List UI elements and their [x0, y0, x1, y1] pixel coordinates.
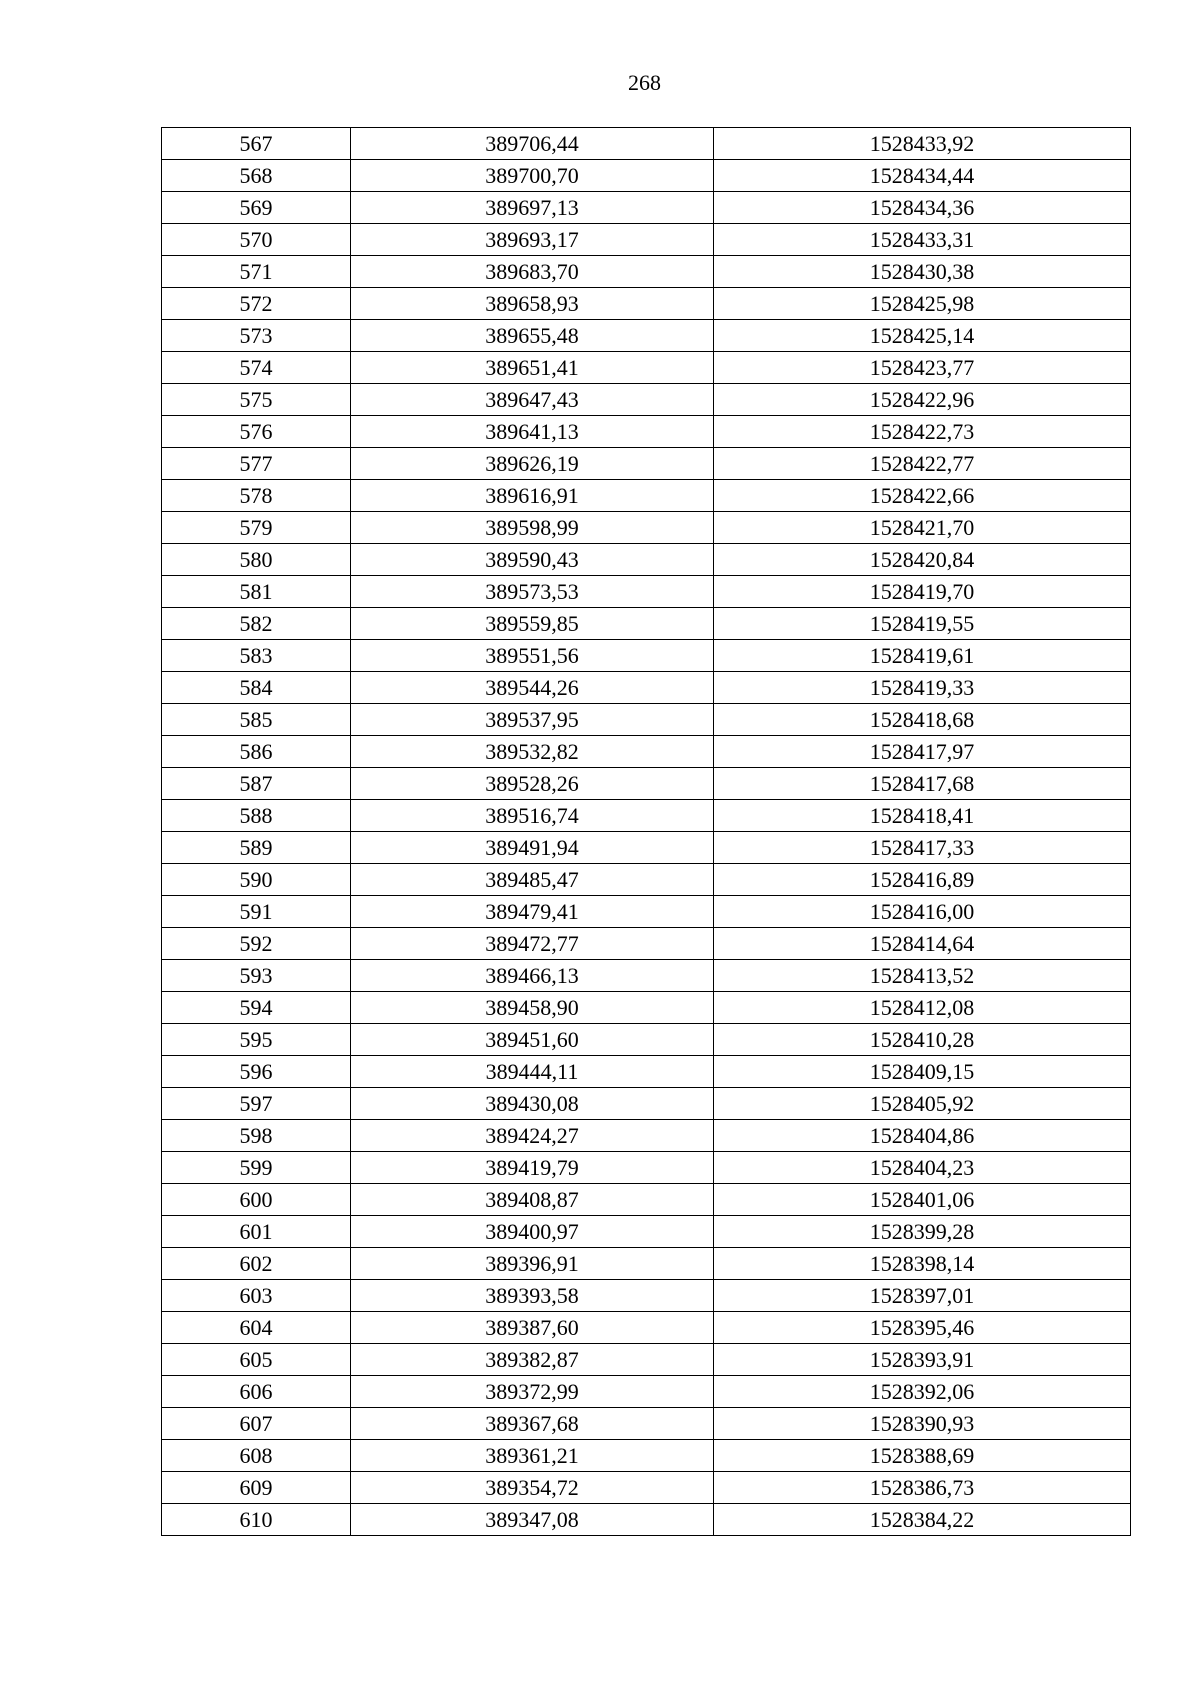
y-coordinate-cell: 1528425,98 — [714, 288, 1131, 320]
table-row — [162, 416, 1131, 448]
point-number-cell: 598 — [162, 1120, 351, 1152]
point-number-cell: 582 — [162, 608, 351, 640]
table-body — [162, 128, 1131, 1536]
coordinates-table — [161, 127, 1131, 1536]
table-row — [162, 864, 1131, 896]
x-coordinate-cell: 389382,87 — [351, 1344, 714, 1376]
table-row — [162, 928, 1131, 960]
y-coordinate-cell: 1528386,73 — [714, 1472, 1131, 1504]
x-coordinate-cell: 389491,94 — [351, 832, 714, 864]
y-coordinate-cell: 1528405,92 — [714, 1088, 1131, 1120]
x-coordinate-cell: 389658,93 — [351, 288, 714, 320]
x-coordinate-cell: 389683,70 — [351, 256, 714, 288]
y-coordinate-cell: 1528393,91 — [714, 1344, 1131, 1376]
table-row — [162, 960, 1131, 992]
y-coordinate-cell: 1528419,55 — [714, 608, 1131, 640]
x-coordinate-cell: 389626,19 — [351, 448, 714, 480]
point-number-cell: 588 — [162, 800, 351, 832]
table-row — [162, 448, 1131, 480]
table-row — [162, 1056, 1131, 1088]
table-row — [162, 1472, 1131, 1504]
point-number-cell: 610 — [162, 1504, 351, 1536]
table-row — [162, 1152, 1131, 1184]
y-coordinate-cell: 1528417,68 — [714, 768, 1131, 800]
table-row — [162, 384, 1131, 416]
y-coordinate-cell: 1528404,23 — [714, 1152, 1131, 1184]
table-row — [162, 352, 1131, 384]
y-coordinate-cell: 1528401,06 — [714, 1184, 1131, 1216]
y-coordinate-cell: 1528419,70 — [714, 576, 1131, 608]
point-number-cell: 577 — [162, 448, 351, 480]
x-coordinate-cell: 389400,97 — [351, 1216, 714, 1248]
point-number-cell: 590 — [162, 864, 351, 896]
y-coordinate-cell: 1528399,28 — [714, 1216, 1131, 1248]
y-coordinate-cell: 1528420,84 — [714, 544, 1131, 576]
point-number-cell: 595 — [162, 1024, 351, 1056]
y-coordinate-cell: 1528422,96 — [714, 384, 1131, 416]
table-row — [162, 1280, 1131, 1312]
x-coordinate-cell: 389655,48 — [351, 320, 714, 352]
x-coordinate-cell: 389419,79 — [351, 1152, 714, 1184]
y-coordinate-cell: 1528433,92 — [714, 128, 1131, 160]
x-coordinate-cell: 389367,68 — [351, 1408, 714, 1440]
y-coordinate-cell: 1528417,33 — [714, 832, 1131, 864]
table-row — [162, 1504, 1131, 1536]
x-coordinate-cell: 389651,41 — [351, 352, 714, 384]
point-number-cell: 567 — [162, 128, 351, 160]
x-coordinate-cell: 389532,82 — [351, 736, 714, 768]
x-coordinate-cell: 389387,60 — [351, 1312, 714, 1344]
x-coordinate-cell: 389516,74 — [351, 800, 714, 832]
x-coordinate-cell: 389451,60 — [351, 1024, 714, 1056]
x-coordinate-cell: 389598,99 — [351, 512, 714, 544]
y-coordinate-cell: 1528409,15 — [714, 1056, 1131, 1088]
point-number-cell: 600 — [162, 1184, 351, 1216]
point-number-cell: 578 — [162, 480, 351, 512]
x-coordinate-cell: 389466,13 — [351, 960, 714, 992]
x-coordinate-cell: 389544,26 — [351, 672, 714, 704]
x-coordinate-cell: 389537,95 — [351, 704, 714, 736]
table-row — [162, 1120, 1131, 1152]
x-coordinate-cell: 389430,08 — [351, 1088, 714, 1120]
point-number-cell: 591 — [162, 896, 351, 928]
point-number-cell: 609 — [162, 1472, 351, 1504]
y-coordinate-cell: 1528422,66 — [714, 480, 1131, 512]
y-coordinate-cell: 1528410,28 — [714, 1024, 1131, 1056]
y-coordinate-cell: 1528422,73 — [714, 416, 1131, 448]
table-row — [162, 480, 1131, 512]
point-number-cell: 568 — [162, 160, 351, 192]
point-number-cell: 602 — [162, 1248, 351, 1280]
y-coordinate-cell: 1528404,86 — [714, 1120, 1131, 1152]
y-coordinate-cell: 1528425,14 — [714, 320, 1131, 352]
point-number-cell: 572 — [162, 288, 351, 320]
x-coordinate-cell: 389706,44 — [351, 128, 714, 160]
y-coordinate-cell: 1528418,68 — [714, 704, 1131, 736]
point-number-cell: 576 — [162, 416, 351, 448]
x-coordinate-cell: 389472,77 — [351, 928, 714, 960]
table-row — [162, 1024, 1131, 1056]
point-number-cell: 604 — [162, 1312, 351, 1344]
point-number-cell: 607 — [162, 1408, 351, 1440]
y-coordinate-cell: 1528414,64 — [714, 928, 1131, 960]
x-coordinate-cell: 389372,99 — [351, 1376, 714, 1408]
point-number-cell: 592 — [162, 928, 351, 960]
x-coordinate-cell: 389693,17 — [351, 224, 714, 256]
point-number-cell: 597 — [162, 1088, 351, 1120]
point-number-cell: 569 — [162, 192, 351, 224]
y-coordinate-cell: 1528412,08 — [714, 992, 1131, 1024]
point-number-cell: 583 — [162, 640, 351, 672]
x-coordinate-cell: 389485,47 — [351, 864, 714, 896]
table-row — [162, 576, 1131, 608]
table-row — [162, 1216, 1131, 1248]
table-row — [162, 704, 1131, 736]
y-coordinate-cell: 1528395,46 — [714, 1312, 1131, 1344]
point-number-cell: 580 — [162, 544, 351, 576]
page-number: 268 — [628, 70, 661, 95]
x-coordinate-cell: 389458,90 — [351, 992, 714, 1024]
point-number-cell: 596 — [162, 1056, 351, 1088]
point-number-cell: 585 — [162, 704, 351, 736]
point-number-cell: 586 — [162, 736, 351, 768]
y-coordinate-cell: 1528397,01 — [714, 1280, 1131, 1312]
x-coordinate-cell: 389647,43 — [351, 384, 714, 416]
table-row — [162, 1376, 1131, 1408]
x-coordinate-cell: 389347,08 — [351, 1504, 714, 1536]
point-number-cell: 573 — [162, 320, 351, 352]
table-row — [162, 1312, 1131, 1344]
y-coordinate-cell: 1528392,06 — [714, 1376, 1131, 1408]
x-coordinate-cell: 389700,70 — [351, 160, 714, 192]
x-coordinate-cell: 389559,85 — [351, 608, 714, 640]
y-coordinate-cell: 1528417,97 — [714, 736, 1131, 768]
table-row — [162, 512, 1131, 544]
table-row — [162, 672, 1131, 704]
x-coordinate-cell: 389396,91 — [351, 1248, 714, 1280]
point-number-cell: 584 — [162, 672, 351, 704]
y-coordinate-cell: 1528434,44 — [714, 160, 1131, 192]
point-number-cell: 579 — [162, 512, 351, 544]
point-number-cell: 570 — [162, 224, 351, 256]
table-row — [162, 160, 1131, 192]
x-coordinate-cell: 389393,58 — [351, 1280, 714, 1312]
table-row — [162, 544, 1131, 576]
x-coordinate-cell: 389573,53 — [351, 576, 714, 608]
point-number-cell: 581 — [162, 576, 351, 608]
x-coordinate-cell: 389551,56 — [351, 640, 714, 672]
point-number-cell: 606 — [162, 1376, 351, 1408]
x-coordinate-cell: 389444,11 — [351, 1056, 714, 1088]
table-row — [162, 736, 1131, 768]
point-number-cell: 593 — [162, 960, 351, 992]
y-coordinate-cell: 1528418,41 — [714, 800, 1131, 832]
x-coordinate-cell: 389408,87 — [351, 1184, 714, 1216]
y-coordinate-cell: 1528413,52 — [714, 960, 1131, 992]
x-coordinate-cell: 389616,91 — [351, 480, 714, 512]
point-number-cell: 605 — [162, 1344, 351, 1376]
table-row — [162, 1344, 1131, 1376]
y-coordinate-cell: 1528398,14 — [714, 1248, 1131, 1280]
table-row — [162, 1088, 1131, 1120]
table-row — [162, 800, 1131, 832]
table-row — [162, 224, 1131, 256]
table-row — [162, 1184, 1131, 1216]
table-row — [162, 768, 1131, 800]
y-coordinate-cell: 1528430,38 — [714, 256, 1131, 288]
y-coordinate-cell: 1528388,69 — [714, 1440, 1131, 1472]
table-row — [162, 832, 1131, 864]
y-coordinate-cell: 1528423,77 — [714, 352, 1131, 384]
table-row — [162, 320, 1131, 352]
table-row — [162, 608, 1131, 640]
point-number-cell: 574 — [162, 352, 351, 384]
y-coordinate-cell: 1528419,33 — [714, 672, 1131, 704]
y-coordinate-cell: 1528421,70 — [714, 512, 1131, 544]
point-number-cell: 601 — [162, 1216, 351, 1248]
x-coordinate-cell: 389641,13 — [351, 416, 714, 448]
x-coordinate-cell: 389590,43 — [351, 544, 714, 576]
y-coordinate-cell: 1528416,89 — [714, 864, 1131, 896]
point-number-cell: 575 — [162, 384, 351, 416]
y-coordinate-cell: 1528434,36 — [714, 192, 1131, 224]
y-coordinate-cell: 1528416,00 — [714, 896, 1131, 928]
x-coordinate-cell: 389528,26 — [351, 768, 714, 800]
x-coordinate-cell: 389479,41 — [351, 896, 714, 928]
x-coordinate-cell: 389361,21 — [351, 1440, 714, 1472]
table-row — [162, 640, 1131, 672]
x-coordinate-cell: 389424,27 — [351, 1120, 714, 1152]
y-coordinate-cell: 1528390,93 — [714, 1408, 1131, 1440]
table-row — [162, 256, 1131, 288]
x-coordinate-cell: 389697,13 — [351, 192, 714, 224]
x-coordinate-cell: 389354,72 — [351, 1472, 714, 1504]
point-number-cell: 603 — [162, 1280, 351, 1312]
table-row — [162, 288, 1131, 320]
y-coordinate-cell: 1528422,77 — [714, 448, 1131, 480]
table-row — [162, 992, 1131, 1024]
point-number-cell: 587 — [162, 768, 351, 800]
point-number-cell: 589 — [162, 832, 351, 864]
table-row — [162, 1248, 1131, 1280]
table-row — [162, 1408, 1131, 1440]
table-row — [162, 896, 1131, 928]
y-coordinate-cell: 1528433,31 — [714, 224, 1131, 256]
point-number-cell: 571 — [162, 256, 351, 288]
table-row — [162, 128, 1131, 160]
point-number-cell: 599 — [162, 1152, 351, 1184]
y-coordinate-cell: 1528419,61 — [714, 640, 1131, 672]
table-row — [162, 1440, 1131, 1472]
point-number-cell: 608 — [162, 1440, 351, 1472]
table-row — [162, 192, 1131, 224]
point-number-cell: 594 — [162, 992, 351, 1024]
y-coordinate-cell: 1528384,22 — [714, 1504, 1131, 1536]
